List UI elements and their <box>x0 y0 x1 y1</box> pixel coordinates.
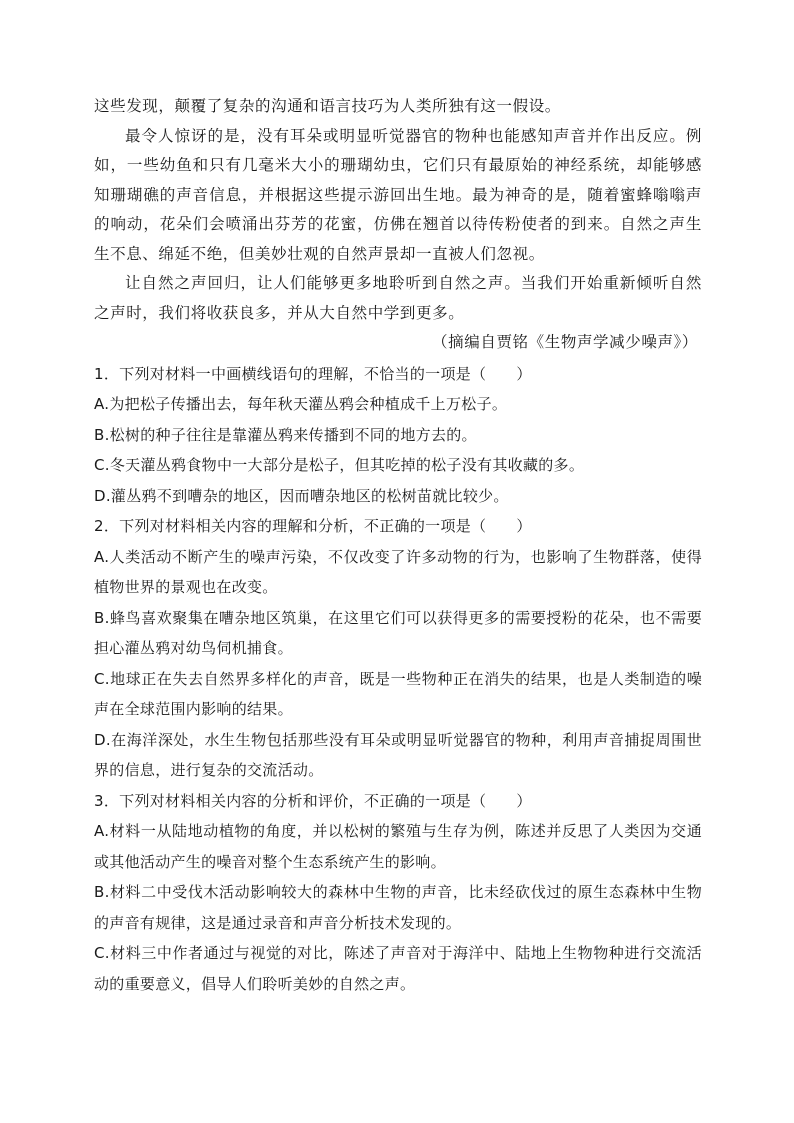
passage-paragraph-3: 让自然之声回归，让人们能够更多地聆听到自然之声。当我们开始重新倾听自然之声时，我们将收获良多，并从大自然中学到更多。 <box>94 274 702 322</box>
question-1 <box>94 359 702 512</box>
question-stem <box>94 786 702 817</box>
question-stem-close: ） <box>516 517 532 535</box>
passage-paragraph-1: 这些发现，颠覆了复杂的沟通和语言技巧为人类所独有这一假设。 <box>94 97 561 115</box>
option-d: D.灌丛鸦不到嘈杂的地区，因而嘈杂地区的松树苗就比较少。 <box>94 486 509 505</box>
question-2 <box>94 511 702 786</box>
question-stem-text: 3．下列对材料相关内容的分析和评价，不正确的一项是（ <box>94 791 487 810</box>
reading-passage <box>94 92 702 358</box>
option-c: C.冬天灌丛鸦食物中一大部分是松子，但其吃掉的松子没有其收藏的多。 <box>94 456 585 474</box>
option-b: B.材料二中受伐木活动影响较大的森林中生物的声音，比未经砍伐过的原生态森林中生物的声音有规律，这是通过录音和声音分析技术发现的。 <box>94 883 702 932</box>
option-c: C.材料三中作者通过与视觉的对比，陈述了声音对于海洋中、陆地上生物物种进行交流活动的重要意义，倡导人们聆听美妙的自然之声。 <box>94 944 702 993</box>
option-d: D.在海洋深处，水生生物包括那些没有耳朵或明显听觉器官的物种，利用声音捕捉周围世界的信息，进行复杂的交流活动。 <box>94 730 702 779</box>
question-stem-close: ） <box>516 364 532 383</box>
option-b: B.松树的种子往往是靠灌丛鸦来传播到不同的地方去的。 <box>94 425 477 444</box>
question-stem-close: ） <box>516 791 532 810</box>
option-a: A.材料一从陆地动植物的角度，并以松树的繁殖与生存为例，陈述并反思了人类因为交通或其他活动产生的噪音对整个生态系统产生的影响。 <box>94 822 702 871</box>
question-stem-text: 1．下列对材料一中画横线语句的理解，不恰当的一项是（ <box>94 364 487 383</box>
question-stem-text: 2．下列对材料相关内容的理解和分析，不正确的一项是（ <box>94 517 487 535</box>
question-stem <box>94 359 702 390</box>
passage-paragraph-2: 最令人惊讶的是，没有耳朵或明显听觉器官的物种也能感知声音并作出反应。例如，一些幼鱼和只有几毫米大小的珊瑚幼虫，它们只有最原始的神经系统，却能够感知珊瑚礁的声音信息，并根据这些提示游回出生地。最为神奇的是，随着蜜蜂嗡嗡声的响动，花朵们会喷涌出芬芳的花蜜，仿佛在翘首以待传粉使者的到来。自然之声生生不息、绵延不绝，但美妙壮观的自然声景却一直被人们忽视。 <box>94 126 702 263</box>
option-a: A.为把松子传播出去，每年秋天灌丛鸦会种植成千上万松子。 <box>94 395 508 413</box>
document-page <box>94 92 702 999</box>
question-3 <box>94 786 702 1000</box>
question-list <box>94 359 702 1000</box>
option-b: B.蜂鸟喜欢聚集在嘈杂地区筑巢，在这里它们可以获得更多的需要授粉的花朵，也不需要担心灌丛鸦对幼鸟伺机捕食。 <box>94 608 702 657</box>
option-a: A.人类活动不断产生的噪声污染，不仅改变了许多动物的行为，也影响了生物群落，使得植物世界的景观也在改变。 <box>94 547 702 596</box>
option-c: C.地球正在失去自然界多样化的声音，既是一些物种正在消失的结果，也是人类制造的噪声在全球范围内影响的结果。 <box>94 669 702 718</box>
question-stem <box>94 511 702 542</box>
passage-source: （摘编自贾铭《生物声学减少噪声》） <box>432 333 698 351</box>
